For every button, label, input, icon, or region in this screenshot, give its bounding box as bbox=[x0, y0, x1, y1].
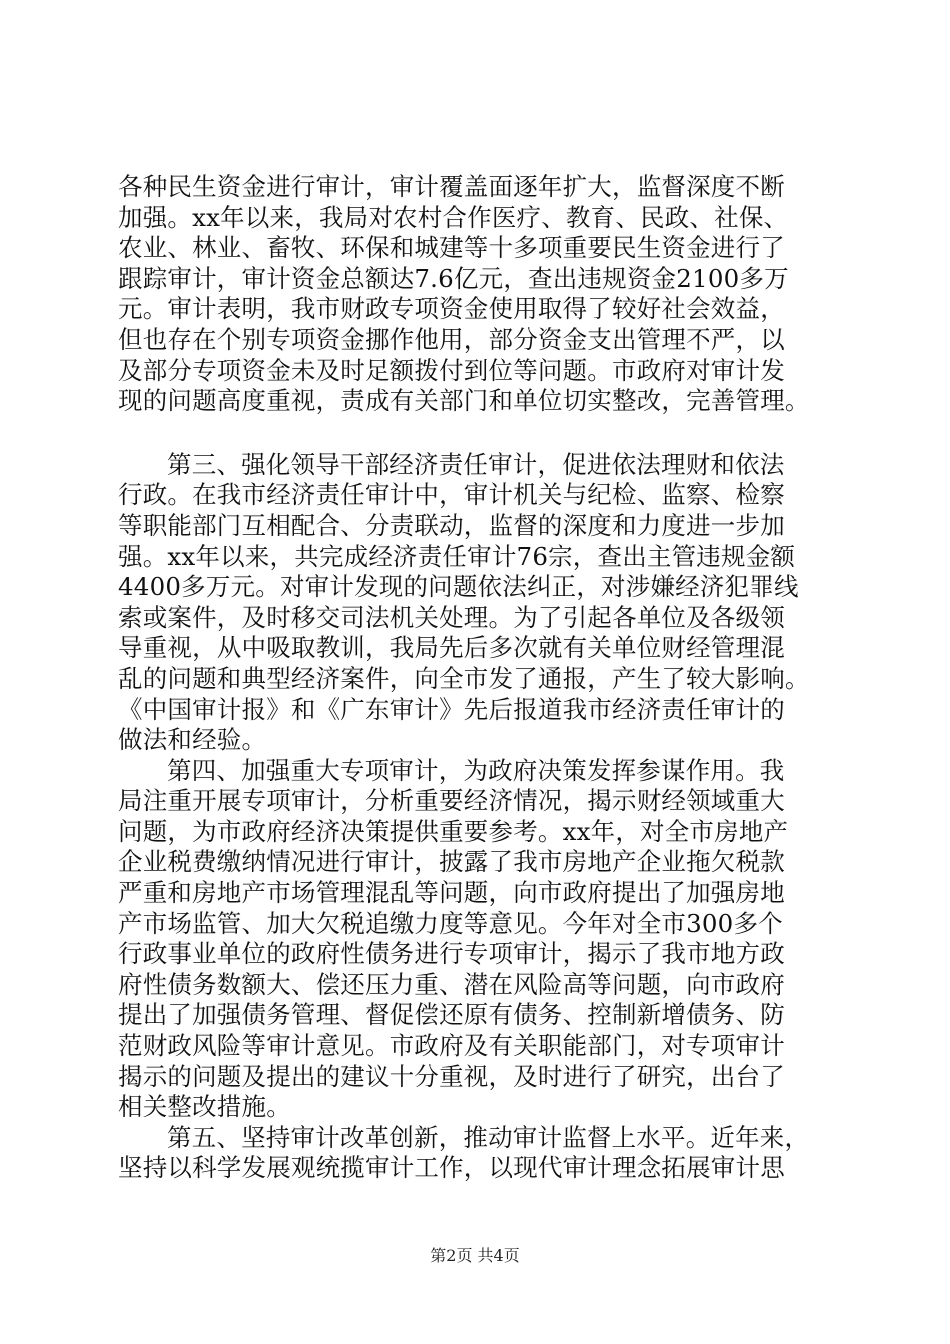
text-line: 现的问题高度重视，责成有关部门和单位切实整改，完善管理。 bbox=[118, 386, 810, 416]
text-line: 相关整改措施。 bbox=[118, 1092, 291, 1122]
text-line: 强。xx年以来，共完成经济责任审计76宗，查出主管违规金额 bbox=[118, 541, 796, 571]
text-line: 第三、强化领导干部经济责任审计，促进依法理财和依法 bbox=[167, 449, 785, 479]
text-line: 第五、坚持审计改革创新，推动审计监督上水平。近年来， bbox=[167, 1122, 810, 1152]
text-line: 导重视，从中吸取教训，我局先后多次就有关单位财经管理混 bbox=[118, 633, 785, 663]
text-line: 问题，为市政府经济决策提供重要参考。xx年，对全市房地产 bbox=[118, 816, 789, 846]
text-line: 范财政风险等审计意见。市政府及有关职能部门，对专项审计 bbox=[118, 1031, 785, 1061]
text-line: 农业、林业、畜牧、环保和城建等十多项重要民生资金进行了 bbox=[118, 233, 785, 263]
text-line: 做法和经验。 bbox=[118, 725, 267, 755]
text-line: 严重和房地产市场管理混乱等问题，向市政府提出了加强房地 bbox=[118, 878, 785, 908]
text-line: 局注重开展专项审计，分析重要经济情况，揭示财经领域重大 bbox=[118, 786, 785, 816]
text-line: 产市场监管、加大欠税追缴力度等意见。今年对全市300多个 bbox=[118, 908, 783, 938]
text-line: 行政事业单位的政府性债务进行专项审计，揭示了我市地方政 bbox=[118, 939, 785, 969]
document-body bbox=[118, 172, 838, 1184]
text-line: 府性债务数额大、偿还压力重、潜在风险高等问题，向市政府 bbox=[118, 969, 785, 999]
text-line: 《中国审计报》和《广东审计》先后报道我市经济责任审计的 bbox=[118, 694, 785, 724]
text-line: 4400多万元。对审计发现的问题依法纠正，对涉嫌经济犯罪线 bbox=[118, 572, 799, 602]
text-line: 第四、加强重大专项审计，为政府决策发挥参谋作用。我 bbox=[167, 755, 785, 785]
text-line: 跟踪审计，审计资金总额达7.6亿元，查出违规资金2100多万 bbox=[118, 263, 789, 293]
paragraph-gap bbox=[118, 417, 838, 450]
text-line: 企业税费缴纳情况进行审计，披露了我市房地产企业拖欠税款 bbox=[118, 847, 785, 877]
text-line: 加强。xx年以来，我局对农村合作医疗、教育、民政、社保、 bbox=[118, 202, 789, 232]
text-line: 等职能部门互相配合、分责联动，监督的深度和力度进一步加 bbox=[118, 510, 785, 540]
text-line: 及部分专项资金未及时足额拨付到位等问题。市政府对审计发 bbox=[118, 355, 785, 385]
text-line: 乱的问题和典型经济案件，向全市发了通报，产生了较大影响。 bbox=[118, 663, 810, 693]
text-line: 行政。在我市经济责任审计中，审计机关与纪检、监察、检察 bbox=[118, 480, 785, 510]
text-line: 坚持以科学发展观统揽审计工作，以现代审计理念拓展审计思 bbox=[118, 1153, 785, 1183]
text-line: 元。审计表明，我市财政专项资金使用取得了较好社会效益， bbox=[118, 294, 785, 324]
text-line: 索或案件，及时移交司法机关处理。为了引起各单位及各级领 bbox=[118, 602, 785, 632]
text-line: 各种民生资金进行审计，审计覆盖面逐年扩大，监督深度不断 bbox=[118, 172, 785, 201]
text-line: 提出了加强债务管理、督促偿还原有债务、控制新增债务、防 bbox=[118, 1000, 785, 1030]
page-footer: 第2页 共4页 bbox=[430, 1246, 520, 1265]
text-line: 揭示的问题及提出的建议十分重视，及时进行了研究，出台了 bbox=[118, 1061, 785, 1091]
text-line: 但也存在个别专项资金挪作他用，部分资金支出管理不严，以 bbox=[118, 324, 785, 354]
